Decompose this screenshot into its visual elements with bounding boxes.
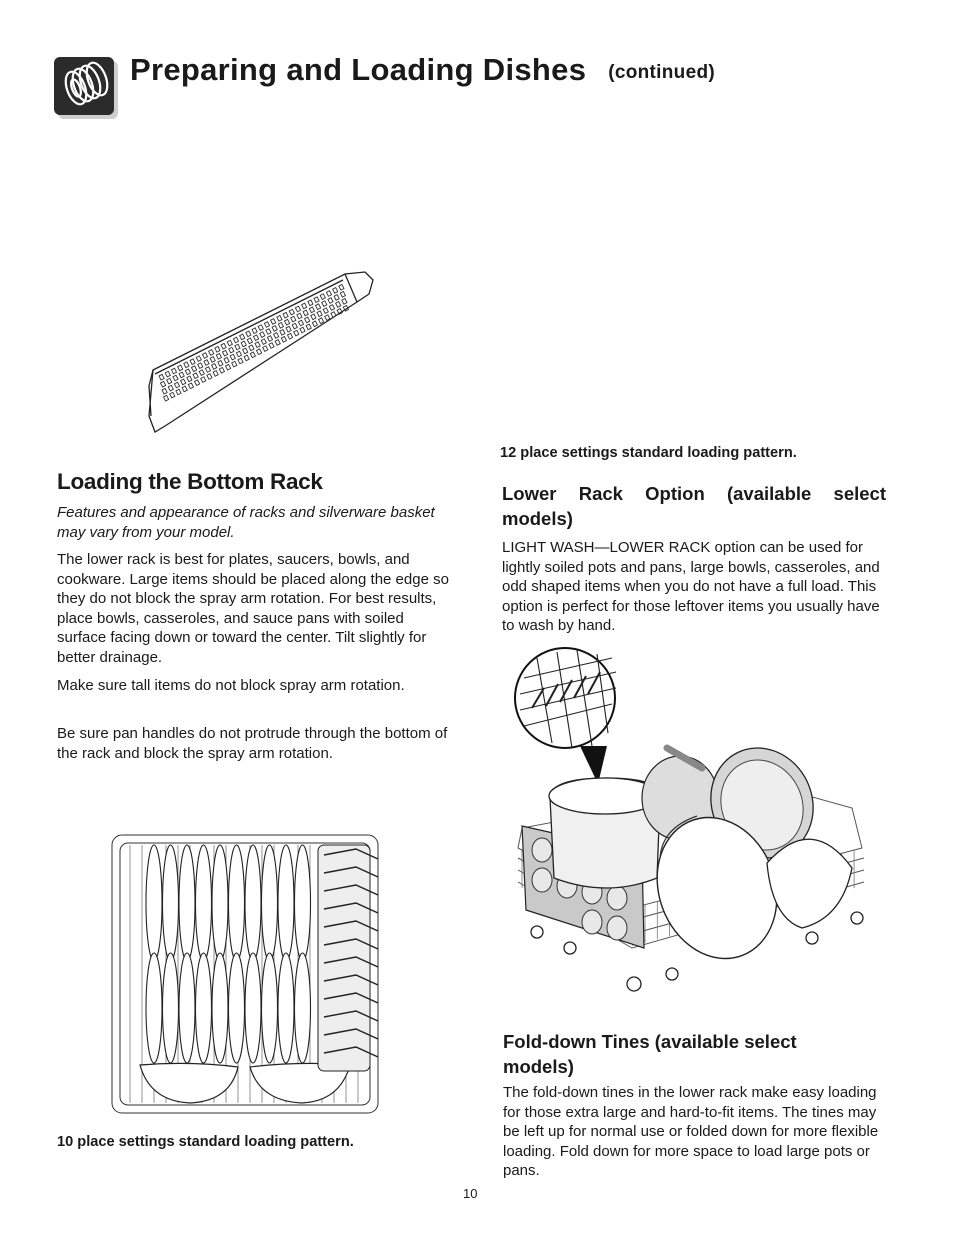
rack-plate [212,953,228,1063]
caption-12-place: 12 place settings standard loading pattern. [500,445,797,461]
page-title-text: Preparing and Loading Dishes [130,52,587,87]
rack-plate [212,845,228,961]
lower-rack-option-text: LIGHT WASH—LOWER RACK option can be used for lightly soiled pots and pans, large bowls, casseroles, and odd shaped items when you do not have a full load. This option is perfect for those leftover items you usually have to wash by hand. [502,539,880,635]
rack-plate [245,953,261,1063]
fold-down-tines-text: The fold-down tines in the lower rack make easy loading for those extra large and hard-to-fit items. The tines may be left up for normal use or folded down for more flexible loading. Fold down for more space to load large pots or pans. [503,1084,879,1180]
rack-plate [179,953,195,1063]
rack-plate [295,845,311,961]
pots-pans-rack-illustration [512,648,874,996]
rack-plate [278,953,294,1063]
rack-plate [163,953,179,1063]
caption-10-place: 10 place settings standard loading pattern. [57,1134,354,1150]
silverware-basket-illustration [145,266,380,438]
stacked-plates-icon [54,57,120,121]
rack-plate [163,845,179,961]
rack-plate [146,953,162,1063]
rack-plate [295,953,311,1063]
page-title [130,52,715,88]
rack-plate [278,845,294,961]
paragraph-3: Be sure pan handles do not protrude through the bottom of the rack and block the spray arm rotation. [57,725,448,762]
section-title-bottom-rack: Loading the Bottom Rack [57,469,323,494]
rack-plate [262,953,278,1063]
bottom-rack-10-place-illustration [110,833,382,1118]
paragraph-2: Make sure tall items do not block spray arm rotation. [57,677,405,694]
continued-label: (continued) [608,62,715,83]
paragraph-1: The lower rack is best for plates, saucers, bowls, and cookware. Large items should be placed along the edge so they do not block the spray arm rotation. For best results, place bowls, casseroles, and sauce pans with soiled surface facing down or toward the center. Tilt slightly for better drainage. [57,551,449,666]
page-number: 10 [463,1186,478,1201]
model-note: Features and appearance of racks and silverware basket may vary from your model. [57,504,435,541]
fold-down-tines-title: Fold-down Tines (available select models) [503,1031,797,1077]
rack-plate [196,953,212,1063]
rack-plate [196,845,212,961]
rack-plate [229,953,245,1063]
rack-plate [146,845,162,961]
rack-plate [245,845,261,961]
lower-rack-option-title: Lower Rack Option (available select models) [502,483,886,529]
rack-plate [229,845,245,961]
rack-plate [262,845,278,961]
rack-plate [179,845,195,961]
